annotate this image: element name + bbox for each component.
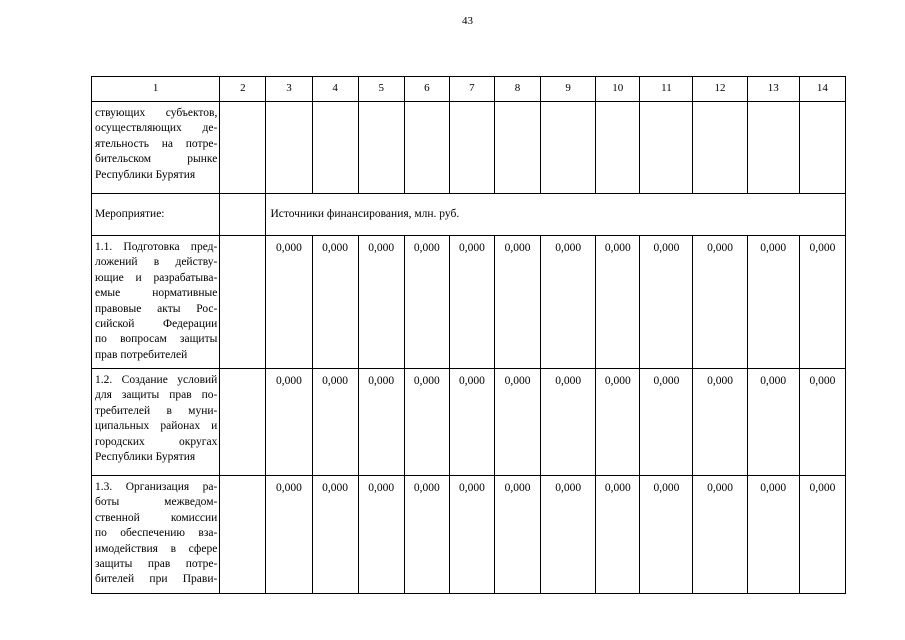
value-cell: 0,000	[449, 236, 494, 369]
text-line: ственной комиссии	[95, 511, 218, 524]
value-cell: 0,000	[449, 476, 494, 594]
text-line: ложений в действу-	[95, 256, 218, 269]
empty-cell	[799, 102, 845, 194]
text-line: правовые акты Рос-	[95, 302, 218, 315]
value-cell: 0,000	[799, 236, 845, 369]
value-cell: 0,000	[693, 476, 747, 594]
table-row	[92, 369, 846, 476]
value-cell: 0,000	[404, 476, 449, 594]
empty-cell	[220, 194, 266, 236]
header-cell: 14	[799, 77, 845, 102]
text-line: сийской Федерации	[95, 318, 218, 331]
header-cell: 8	[494, 77, 540, 102]
text-line: по вопросам защиты	[95, 333, 218, 346]
row-description	[92, 476, 220, 594]
value-cell: 0,000	[358, 476, 404, 594]
header-cell: 4	[312, 77, 358, 102]
text-line: Республики Бурятия	[95, 451, 196, 464]
value-cell: 0,000	[693, 369, 747, 476]
table-row	[92, 476, 846, 594]
text-line: Республики Бурятия	[95, 168, 196, 181]
empty-cell	[220, 102, 266, 194]
value-cell: 0,000	[449, 369, 494, 476]
text-line: требителей в муни-	[95, 404, 218, 417]
value-cell: 0,000	[312, 236, 358, 369]
value-cell: 0,000	[266, 369, 312, 476]
table-row	[92, 236, 846, 369]
text-line: Мероприятие:	[95, 207, 165, 220]
value-cell: 0,000	[312, 369, 358, 476]
value-cell: 0,000	[747, 236, 799, 369]
value-cell: 0,000	[799, 476, 845, 594]
value-cell: 0,000	[693, 236, 747, 369]
header-cell: 13	[747, 77, 799, 102]
empty-cell	[220, 369, 266, 476]
value-cell: 0,000	[404, 369, 449, 476]
header-cell: 11	[640, 77, 693, 102]
empty-cell	[449, 102, 494, 194]
value-cell: 0,000	[266, 476, 312, 594]
value-cell: 0,000	[404, 236, 449, 369]
value-cell: 0,000	[640, 369, 693, 476]
value-cell: 0,000	[494, 369, 540, 476]
value-cell: 0,000	[596, 476, 640, 594]
value-cell: 0,000	[640, 236, 693, 369]
empty-cell	[358, 102, 404, 194]
empty-cell	[220, 476, 266, 594]
header-cell: 9	[541, 77, 596, 102]
text-line: бительском рынке	[95, 153, 218, 166]
text-line: ствующих субъектов,	[95, 107, 218, 119]
empty-cell	[640, 102, 693, 194]
header-cell: 6	[404, 77, 449, 102]
text-line: 1.1. Подготовка пред-	[95, 241, 218, 253]
text-line: емые нормативные	[95, 287, 218, 300]
header-cell: 2	[220, 77, 266, 102]
value-cell: 0,000	[747, 369, 799, 476]
empty-cell	[541, 102, 596, 194]
row-description	[92, 369, 220, 476]
text-line: ятельность на потре-	[95, 137, 218, 150]
value-cell: 0,000	[312, 476, 358, 594]
table-header-row	[92, 77, 846, 102]
text-line: 1.2. Создание условий	[95, 374, 218, 386]
financing-table	[91, 76, 846, 594]
header-cell: 7	[449, 77, 494, 102]
text-line: прав потребителей	[95, 348, 188, 361]
empty-cell	[404, 102, 449, 194]
value-cell: 0,000	[358, 369, 404, 476]
text-line: бителей при Прави-	[95, 573, 218, 586]
value-cell: 0,000	[358, 236, 404, 369]
row-description	[92, 102, 220, 194]
table-row-continuation	[92, 102, 846, 194]
header-cell: 12	[693, 77, 747, 102]
empty-cell	[494, 102, 540, 194]
header-cell: 5	[358, 77, 404, 102]
row-description	[92, 236, 220, 369]
text-line: ципальных районах и	[95, 420, 218, 433]
page-number: 43	[462, 15, 473, 27]
value-cell: 0,000	[494, 476, 540, 594]
header-cell: 3	[266, 77, 312, 102]
funding-sources-label: Источники финансирования, млн. руб.	[266, 194, 846, 236]
empty-cell	[693, 102, 747, 194]
value-cell: 0,000	[747, 476, 799, 594]
value-cell: 0,000	[799, 369, 845, 476]
text-line: защиты прав потре-	[95, 558, 218, 571]
text-line: осуществляющих де-	[95, 122, 218, 135]
value-cell: 0,000	[541, 369, 596, 476]
empty-cell	[596, 102, 640, 194]
text-line: имодействия в сфере	[95, 542, 218, 555]
value-cell: 0,000	[541, 236, 596, 369]
text-line: 1.3. Организация ра-	[95, 481, 218, 493]
empty-cell	[312, 102, 358, 194]
text-line: боты межведом-	[95, 496, 218, 509]
table-row-measure-header	[92, 194, 846, 236]
value-cell: 0,000	[640, 476, 693, 594]
text-line: по обеспечению вза-	[95, 527, 218, 540]
empty-cell	[266, 102, 312, 194]
text-line: городских округах	[95, 435, 218, 448]
empty-cell	[220, 236, 266, 369]
measure-label	[92, 194, 220, 236]
header-cell: 1	[92, 77, 220, 102]
header-cell: 10	[596, 77, 640, 102]
text-line: для защиты прав по-	[95, 389, 218, 402]
value-cell: 0,000	[596, 236, 640, 369]
value-cell: 0,000	[266, 236, 312, 369]
text-line: ющие и разрабатыва-	[95, 271, 218, 284]
value-cell: 0,000	[494, 236, 540, 369]
value-cell: 0,000	[541, 476, 596, 594]
empty-cell	[747, 102, 799, 194]
value-cell: 0,000	[596, 369, 640, 476]
